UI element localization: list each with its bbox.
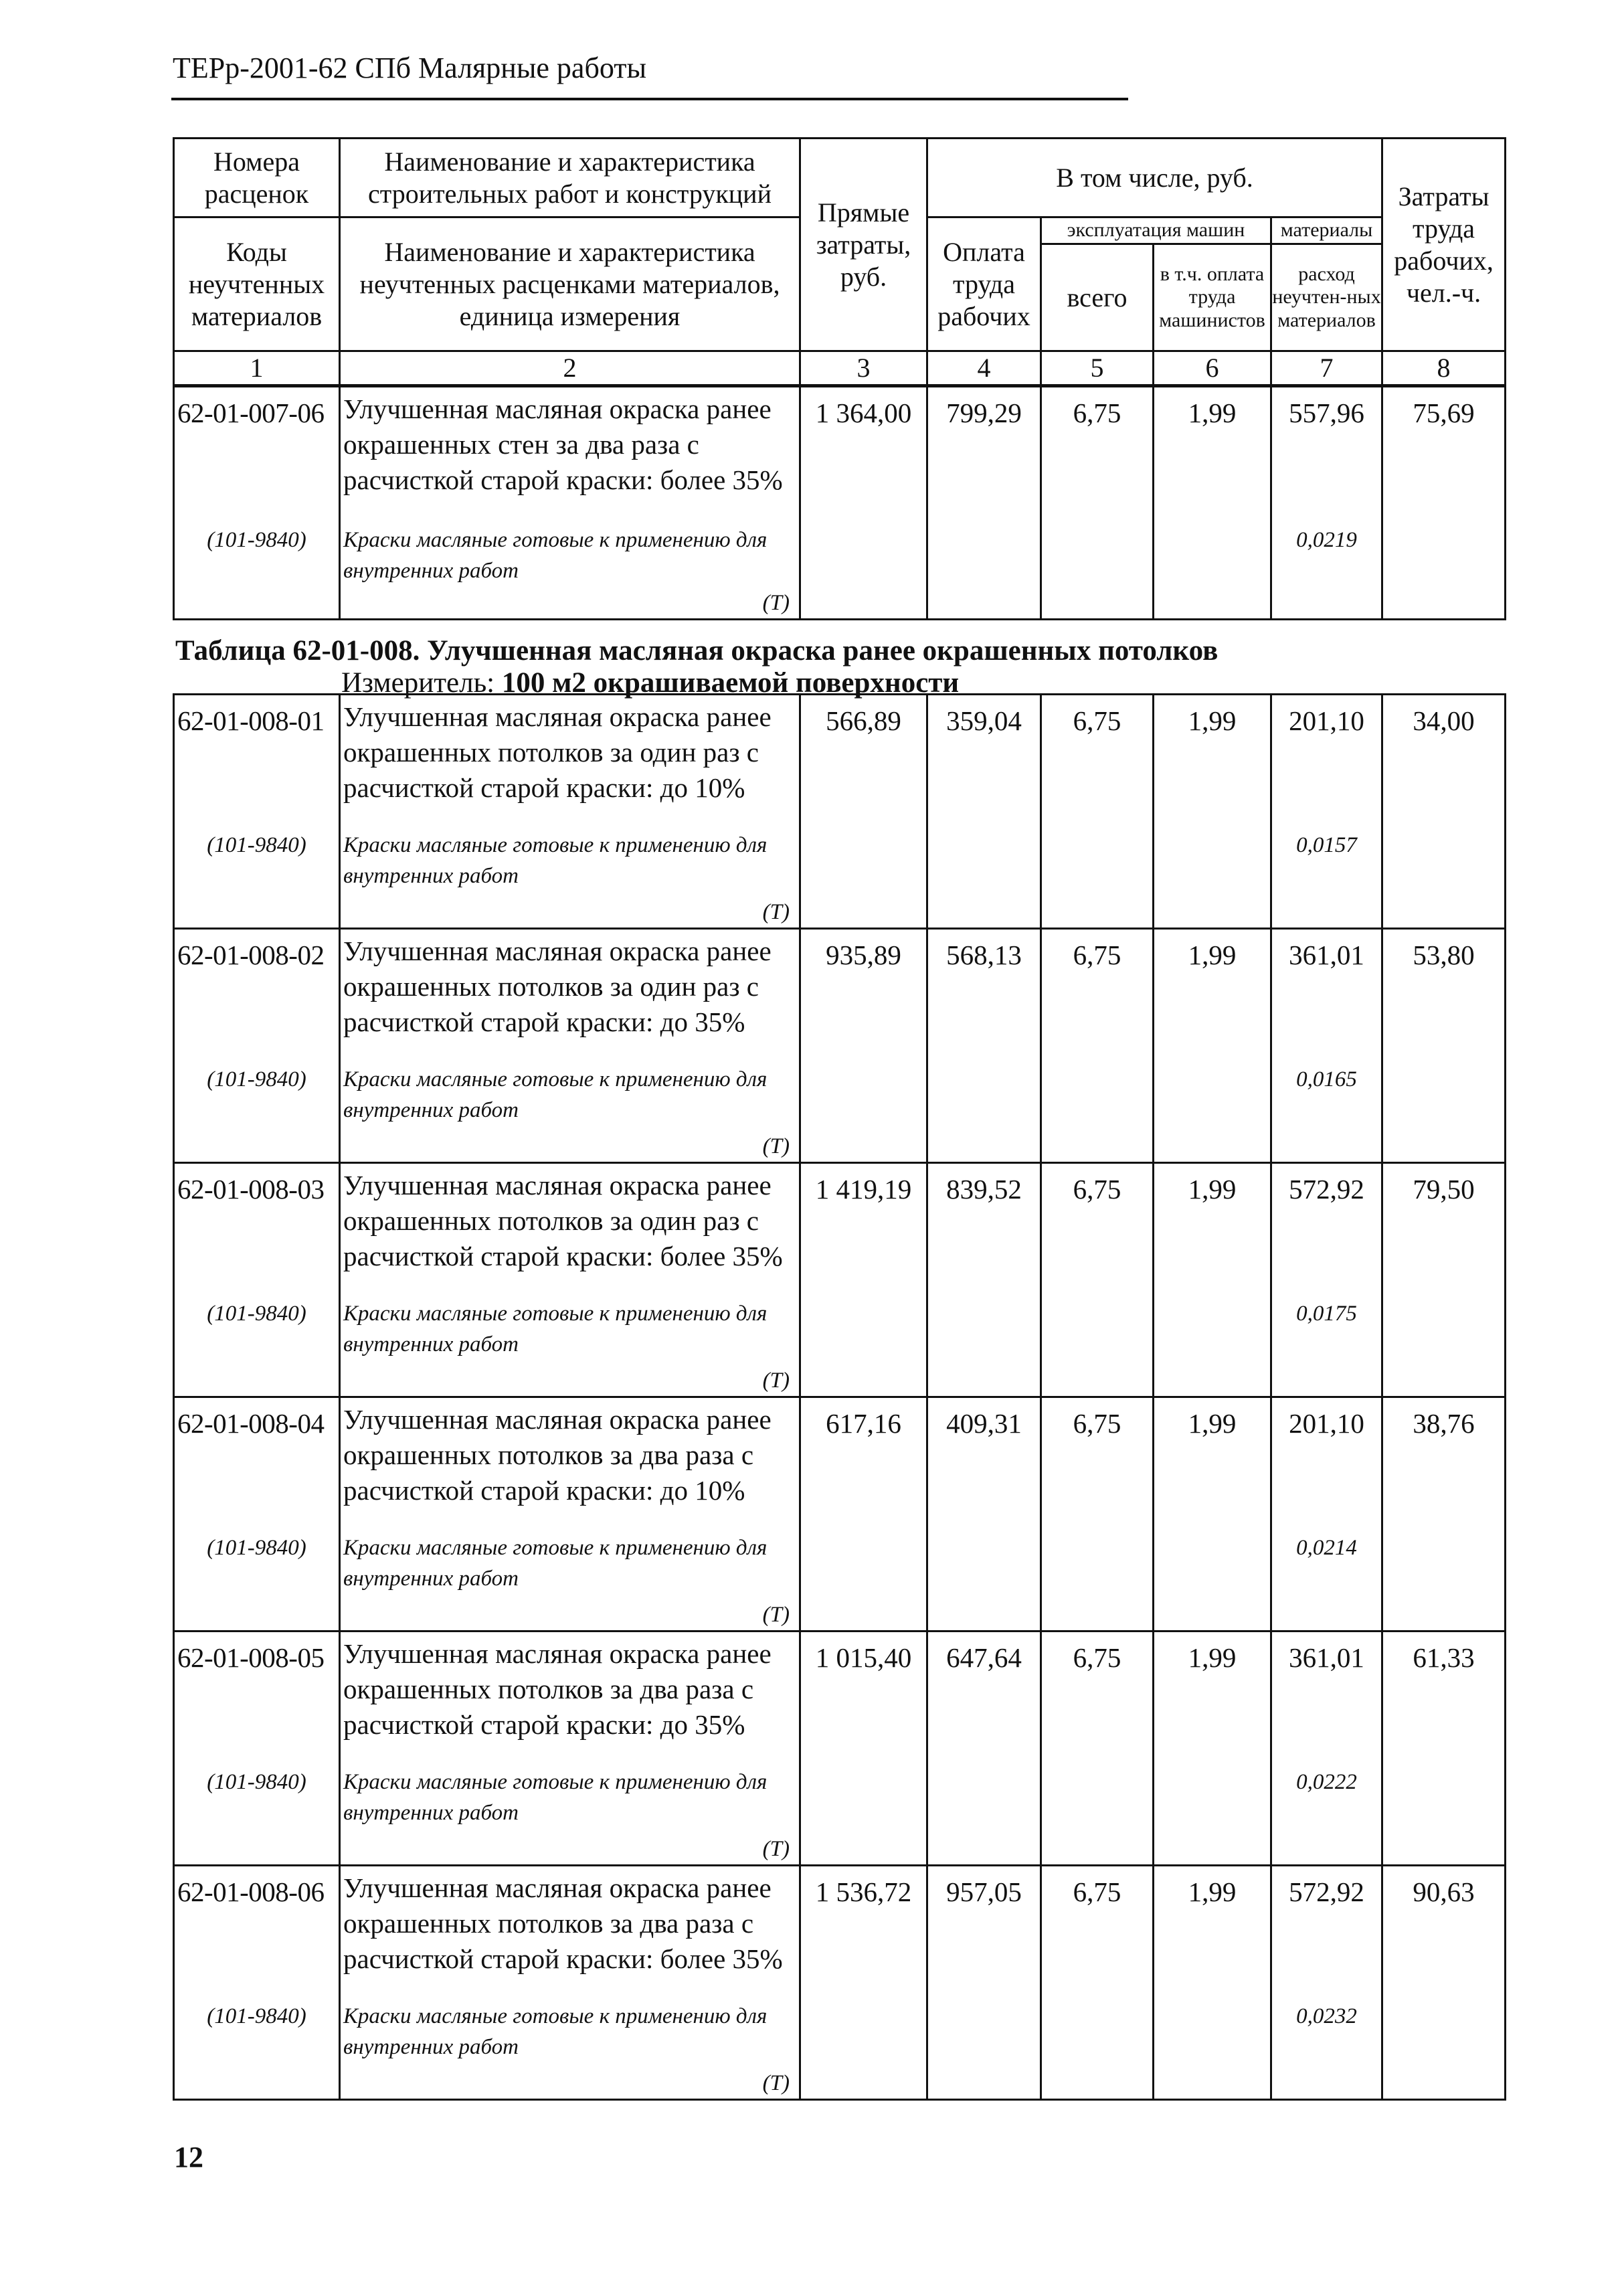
table-row xyxy=(174,1397,1506,1528)
machine-total: 6,75 xyxy=(1041,1631,1154,1763)
col-number-3: 3 xyxy=(800,351,927,385)
material-row xyxy=(174,1060,1506,1163)
header-material-codes: Коды неучтенных материалов xyxy=(174,217,340,351)
labor-pay: 799,29 xyxy=(927,387,1041,521)
material-rate: 0,0219 xyxy=(1271,521,1382,620)
header-machine-operation: эксплуатация машин xyxy=(1041,217,1271,244)
rate-description: Улучшенная масляная окраска ранее окрашенных потолков за два раза с расчисткой старой краски: до 35% xyxy=(340,1631,800,1763)
direct-costs: 1 536,72 xyxy=(800,1866,927,1997)
machine-total: 6,75 xyxy=(1041,1163,1154,1294)
operator-pay: 1,99 xyxy=(1154,695,1271,826)
col-number-6: 6 xyxy=(1154,351,1271,385)
labor-hours: 38,76 xyxy=(1382,1397,1506,1528)
material-description xyxy=(340,1060,800,1163)
materials-cost: 201,10 xyxy=(1271,695,1382,826)
t-mark: (Т) xyxy=(762,1369,790,1393)
materials-cost: 572,92 xyxy=(1271,1866,1382,1997)
material-description xyxy=(340,1763,800,1866)
header-material-rate: расход неучтен-ных материалов xyxy=(1271,244,1382,351)
col-number-4: 4 xyxy=(927,351,1041,385)
header-rate-numbers: Номера расценок xyxy=(174,139,340,217)
header-direct-costs: Прямые затраты, руб. xyxy=(800,139,927,351)
header-group-including: В том числе, руб. xyxy=(927,139,1382,217)
section-title: Таблица 62-01-008. Улучшенная масляная окраска ранее окрашенных потолков xyxy=(175,635,1219,667)
rate-table-008 xyxy=(173,693,1506,2101)
machine-total: 6,75 xyxy=(1041,695,1154,826)
rate-description: Улучшенная масляная окраска ранее окрашенных потолков за один раз с расчисткой старой краски: более 35% xyxy=(340,1163,800,1294)
rate-code: 62-01-008-06 xyxy=(174,1866,340,1997)
direct-costs: 935,89 xyxy=(800,929,927,1060)
materials-cost: 361,01 xyxy=(1271,929,1382,1060)
material-name: Краски масляные готовые к применению для внутренних работ xyxy=(343,1301,768,1356)
direct-costs: 1 419,19 xyxy=(800,1163,927,1294)
direct-costs: 1 364,00 xyxy=(800,387,927,521)
operator-pay: 1,99 xyxy=(1154,387,1271,521)
material-rate: 0,0175 xyxy=(1271,1294,1382,1397)
material-row xyxy=(174,1294,1506,1397)
operator-pay: 1,99 xyxy=(1154,1163,1271,1294)
t-mark: (Т) xyxy=(762,1603,790,1627)
machine-total: 6,75 xyxy=(1041,1866,1154,1997)
rate-description: Улучшенная масляная окраска ранее окрашенных стен за два раза с расчисткой старой краски: более 35% xyxy=(340,387,800,521)
unit-value: 100 м2 окрашиваемой поверхности xyxy=(501,667,960,699)
material-row xyxy=(174,521,1506,620)
labor-hours: 53,80 xyxy=(1382,929,1506,1060)
t-mark: (Т) xyxy=(762,900,790,924)
header-materials: материалы xyxy=(1271,217,1382,244)
material-description xyxy=(340,521,800,620)
material-description xyxy=(340,1294,800,1397)
col-number-8: 8 xyxy=(1382,351,1506,385)
rate-description: Улучшенная масляная окраска ранее окрашенных потолков за один раз с расчисткой старой краски: до 10% xyxy=(340,695,800,826)
labor-pay: 839,52 xyxy=(927,1163,1041,1294)
col-number-1: 1 xyxy=(174,351,340,385)
material-name: Краски масляные готовые к применению для внутренних работ xyxy=(343,2004,768,2059)
material-rate: 0,0214 xyxy=(1271,1528,1382,1631)
header-machine-total: всего xyxy=(1041,244,1154,351)
material-name: Краски масляные готовые к применению для внутренних работ xyxy=(343,1067,768,1122)
material-code: (101-9840) xyxy=(174,1997,340,2100)
material-code: (101-9840) xyxy=(174,521,340,620)
material-rate: 0,0222 xyxy=(1271,1763,1382,1866)
labor-hours: 34,00 xyxy=(1382,695,1506,826)
material-code: (101-9840) xyxy=(174,1763,340,1866)
table-row xyxy=(174,387,1506,521)
operator-pay: 1,99 xyxy=(1154,1866,1271,1997)
rate-code: 62-01-008-04 xyxy=(174,1397,340,1528)
rate-code: 62-01-008-02 xyxy=(174,929,340,1060)
header-material-name: Наименование и характеристика неучтенных расценками материалов, единица измерения xyxy=(340,217,800,351)
col-number-5: 5 xyxy=(1041,351,1154,385)
direct-costs: 566,89 xyxy=(800,695,927,826)
t-mark: (Т) xyxy=(762,1134,790,1158)
table-row xyxy=(174,695,1506,826)
material-rate: 0,0157 xyxy=(1271,826,1382,929)
material-name: Краски масляные готовые к применению для внутренних работ xyxy=(343,832,768,888)
machine-total: 6,75 xyxy=(1041,387,1154,521)
table-row xyxy=(174,1163,1506,1294)
unit-prefix: Измеритель: xyxy=(341,667,502,699)
table-row xyxy=(174,1631,1506,1763)
materials-cost: 572,92 xyxy=(1271,1163,1382,1294)
rate-code: 62-01-007-06 xyxy=(174,387,340,521)
labor-pay: 647,64 xyxy=(927,1631,1041,1763)
labor-pay: 957,05 xyxy=(927,1866,1041,1997)
operator-pay: 1,99 xyxy=(1154,1631,1271,1763)
material-description xyxy=(340,1997,800,2100)
material-code: (101-9840) xyxy=(174,1294,340,1397)
material-row xyxy=(174,1763,1506,1866)
machine-total: 6,75 xyxy=(1041,929,1154,1060)
machine-total: 6,75 xyxy=(1041,1397,1154,1528)
header-rule xyxy=(171,98,1128,100)
header-labor-pay: Оплата труда рабочих xyxy=(927,217,1041,351)
labor-hours: 79,50 xyxy=(1382,1163,1506,1294)
material-description xyxy=(340,1528,800,1631)
material-rate: 0,0165 xyxy=(1271,1060,1382,1163)
rate-description: Улучшенная масляная окраска ранее окрашенных потолков за один раз с расчисткой старой краски: до 35% xyxy=(340,929,800,1060)
material-description xyxy=(340,826,800,929)
t-mark: (Т) xyxy=(762,1837,790,1861)
page-number: 12 xyxy=(174,2141,203,2174)
rate-code: 62-01-008-03 xyxy=(174,1163,340,1294)
labor-pay: 568,13 xyxy=(927,929,1041,1060)
labor-hours: 61,33 xyxy=(1382,1631,1506,1763)
col-number-2: 2 xyxy=(340,351,800,385)
t-mark: (Т) xyxy=(762,591,790,615)
material-code: (101-9840) xyxy=(174,826,340,929)
operator-pay: 1,99 xyxy=(1154,1397,1271,1528)
t-mark: (Т) xyxy=(762,2071,790,2095)
material-row xyxy=(174,1528,1506,1631)
rate-code: 62-01-008-05 xyxy=(174,1631,340,1763)
labor-pay: 359,04 xyxy=(927,695,1041,826)
labor-hours: 75,69 xyxy=(1382,387,1506,521)
material-code: (101-9840) xyxy=(174,1528,340,1631)
material-rate: 0,0232 xyxy=(1271,1997,1382,2100)
material-name: Краски масляные готовые к применению для внутренних работ xyxy=(343,527,768,583)
header-labor-hours: Затраты труда рабочих, чел.-ч. xyxy=(1382,139,1506,351)
rate-description: Улучшенная масляная окраска ранее окрашенных потолков за два раза с расчисткой старой краски: до 10% xyxy=(340,1397,800,1528)
materials-cost: 557,96 xyxy=(1271,387,1382,521)
column-header-table xyxy=(173,137,1506,386)
material-name: Краски масляные готовые к применению для внутренних работ xyxy=(343,1769,768,1825)
operator-pay: 1,99 xyxy=(1154,929,1271,1060)
labor-pay: 409,31 xyxy=(927,1397,1041,1528)
rate-table-007 xyxy=(173,385,1506,620)
labor-hours: 90,63 xyxy=(1382,1866,1506,1997)
direct-costs: 617,16 xyxy=(800,1397,927,1528)
running-head: ТЕРр-2001-62 СПб Малярные работы xyxy=(173,52,647,84)
material-row xyxy=(174,826,1506,929)
header-operator-pay: в т.ч. оплата труда машинистов xyxy=(1154,244,1271,351)
material-name: Краски масляные готовые к применению для внутренних работ xyxy=(343,1535,768,1591)
header-work-name: Наименование и характеристика строительных работ и конструкций xyxy=(340,139,800,217)
table-row xyxy=(174,1866,1506,1997)
materials-cost: 201,10 xyxy=(1271,1397,1382,1528)
rate-code: 62-01-008-01 xyxy=(174,695,340,826)
materials-cost: 361,01 xyxy=(1271,1631,1382,1763)
direct-costs: 1 015,40 xyxy=(800,1631,927,1763)
col-number-7: 7 xyxy=(1271,351,1382,385)
rate-description: Улучшенная масляная окраска ранее окрашенных потолков за два раза с расчисткой старой краски: более 35% xyxy=(340,1866,800,1997)
material-code: (101-9840) xyxy=(174,1060,340,1163)
table-row xyxy=(174,929,1506,1060)
material-row xyxy=(174,1997,1506,2100)
